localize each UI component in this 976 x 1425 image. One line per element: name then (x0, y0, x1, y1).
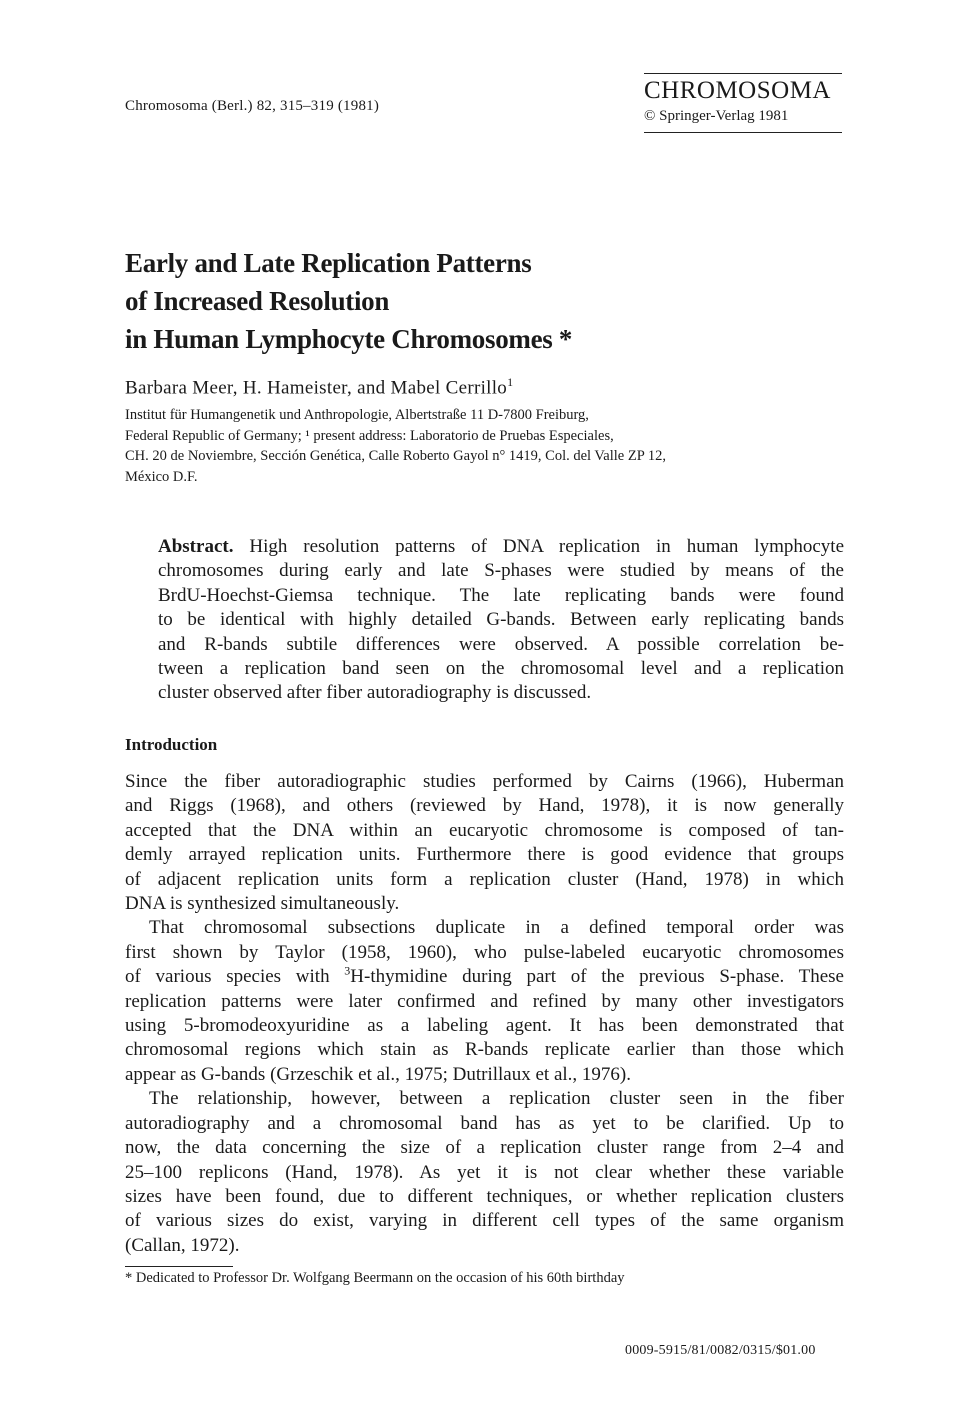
abstract-line: tween a replication band seen on the chromosomal level and a replication (158, 658, 844, 680)
affiliation-line: Institut für Humangenetik und Anthropologie, Albertstraße 11 D-7800 Freiburg, (125, 407, 589, 423)
body-text: H-thymidine during part of the previous S-phase. These (350, 966, 844, 988)
affiliation-line: Federal Republic of Germany; ¹ present address: Laboratorio de Pruebas Especiales, (125, 427, 614, 444)
journal-brand-block (644, 73, 842, 133)
article-code: 0009-5915/81/0082/0315/$01.00 (625, 1343, 816, 1358)
abstract-label: Abstract. (158, 536, 234, 557)
body-line: sizes have been found, due to different techniques, or whether replication clusters (125, 1185, 844, 1207)
body-line (125, 965, 844, 989)
brand-bottom-rule (644, 132, 842, 133)
affiliation-line: CH. 20 de Noviembre, Sección Genética, Calle Roberto Gayol n° 1419, Col. del Valle ZP 12, (125, 448, 666, 464)
body-line: (Callan, 1972). (125, 1234, 240, 1256)
body-line: appear as G-bands (Grzeschik et al., 1975; Dutrillaux et al., 1976). (125, 1063, 631, 1085)
affiliation-marker: 1 (507, 375, 514, 389)
body-line: first shown by Taylor (1958, 1960), who pulse-labeled eucaryotic chromosomes (125, 941, 844, 963)
brand-top-rule (644, 73, 842, 74)
isotope-superscript: 3 (344, 963, 351, 978)
abstract-line: chromosomes during early and late S-phases were studied by means of the (158, 560, 844, 582)
body-line: accepted that the DNA within an eucaryotic chromosome is composed of tan- (125, 819, 844, 841)
body-line: demly arrayed replication units. Furthermore there is good evidence that groups (125, 844, 844, 866)
author-names: Barbara Meer, H. Hameister, and Mabel Cerrillo (125, 377, 508, 399)
affiliation-block (125, 405, 845, 487)
footnote: * Dedicated to Professor Dr. Wolfgang Beermann on the occasion of his 60th birthday (125, 1270, 625, 1286)
journal-name: CHROMOSOMA (644, 77, 831, 104)
section-heading-introduction: Introduction (125, 735, 218, 754)
abstract-line: BrdU-Hoechst-Giemsa technique. The late replicating bands were found (158, 584, 844, 606)
body-line: DNA is synthesized simultaneously. (125, 893, 400, 915)
body-line: using 5-bromodeoxyuridine as a labeling agent. It has been demonstrated that (125, 1015, 844, 1037)
body-text: of various species with (125, 966, 345, 988)
journal-citation: Chromosoma (Berl.) 82, 315–319 (1981) (125, 98, 380, 114)
body-line: of adjacent replication units form a replication cluster (Hand, 1978) in which (125, 868, 844, 890)
body-line: of various sizes do exist, varying in different cell types of the same organism (125, 1210, 844, 1232)
publisher-copyright: © Springer-Verlag 1981 (644, 108, 789, 124)
article-title (125, 244, 845, 358)
title-line: Early and Late Replication Patterns (125, 248, 532, 278)
abstract-line (158, 535, 844, 559)
body-line: Since the fiber autoradiographic studies performed by Cairns (1966), Huberman (125, 771, 844, 792)
body-line: chromosomal regions which stain as R-bands replicate earlier than those which (125, 1039, 844, 1061)
affiliation-line: México D.F. (125, 468, 198, 485)
abstract-line: cluster observed after fiber autoradiography is discussed. (158, 682, 592, 704)
abstract (158, 535, 844, 706)
title-line: of Increased Resolution (125, 286, 390, 316)
body-line: 25–100 replicons (Hand, 1978). As yet it is not clear whether these variable (125, 1161, 844, 1183)
body-line: The relationship, however, between a replication cluster seen in the fiber (149, 1088, 844, 1110)
body-line: autoradiography and a chromosomal band has as yet to be clarified. Up to (125, 1112, 844, 1134)
body-line: replication patterns were later confirmed and refined by many other investigators (125, 990, 844, 1012)
abstract-line: to be identical with highly detailed G-bands. Between early replicating bands (158, 609, 844, 631)
abstract-line: and R-bands subtile differences were observed. A possible correlation be- (158, 633, 844, 655)
title-line: in Human Lymphocyte Chromosomes * (125, 324, 573, 354)
author-list (125, 375, 513, 399)
body-line: and Riggs (1968), and others (reviewed by Hand, 1978), it is now generally (125, 795, 844, 817)
abstract-first-text: High resolution patterns of DNA replication in human lymphocyte (233, 536, 844, 557)
introduction-body (125, 770, 844, 1258)
body-line: That chromosomal subsections duplicate in a defined temporal order was (149, 917, 844, 939)
body-line: now, the data concerning the size of a replication cluster range from 2–4 and (125, 1137, 844, 1159)
footnote-rule (125, 1266, 233, 1267)
